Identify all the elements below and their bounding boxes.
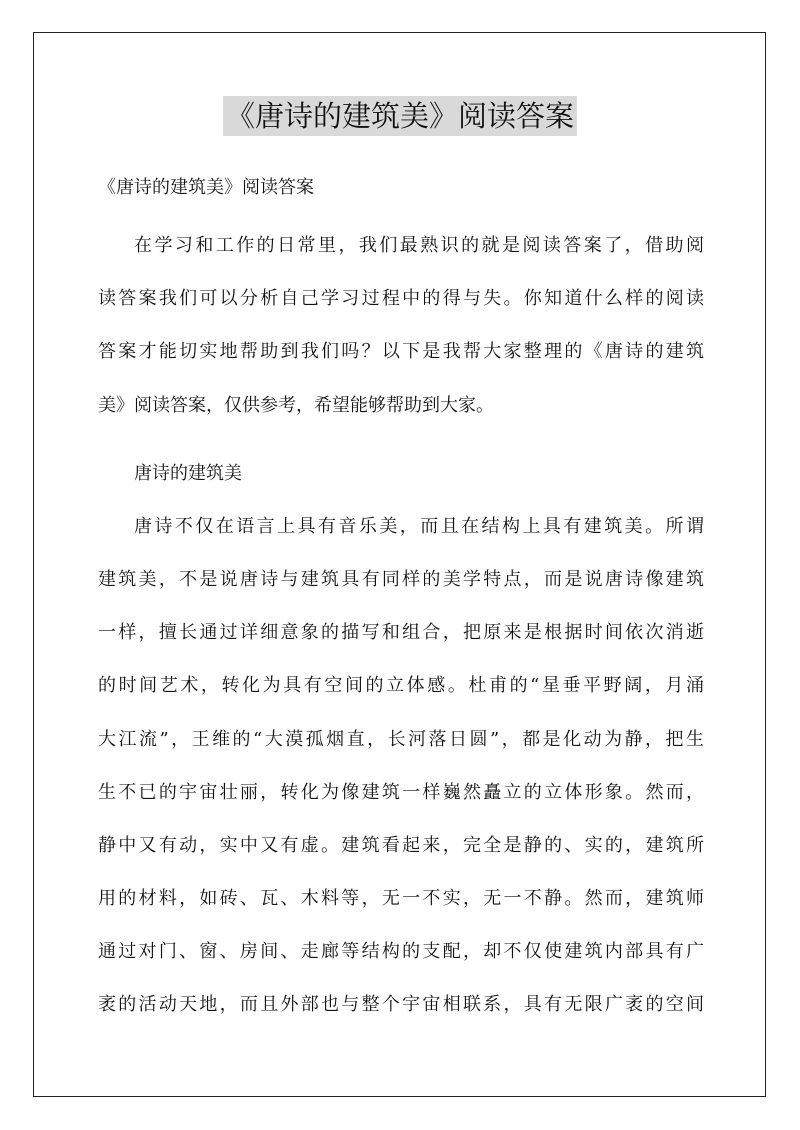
document-title: 《唐诗的建筑美》阅读答案 — [223, 96, 577, 136]
paragraph-line: 通过对门、窗、房间、走廊等结构的支配，却不仅使建筑内部具有广 — [98, 941, 704, 963]
paragraph-line: 建筑美，不是说唐诗与建筑具有同样的美学特点，而是说唐诗像建筑 — [98, 568, 704, 590]
paragraph-line: 生不已的宇宙壮丽，转化为像建筑一样巍然矗立的立体形象。然而， — [98, 781, 704, 803]
paragraph-line: 答案才能切实地帮助到我们吗？以下是我帮大家整理的《唐诗的建筑 — [98, 341, 704, 363]
paragraph-line: 一样，擅长通过详细意象的描写和组合，把原来是根据时间依次消逝 — [98, 622, 704, 644]
body-paragraph — [98, 500, 704, 1032]
paragraph-line: 用的材料，如砖、瓦、木料等，无一不实，无一不静。然而，建筑师 — [98, 888, 704, 910]
paragraph-line: 唐诗不仅在语言上具有音乐美，而且在结构上具有建筑美。所谓 — [134, 515, 704, 537]
section-heading: 唐诗的建筑美 — [134, 462, 242, 484]
paragraph-line: 美》阅读答案，仅供参考，希望能够帮助到大家。 — [98, 394, 494, 416]
paragraph-line: 大江流”，王维的“大漠孤烟直，长河落日圆”，都是化动为静，把生 — [98, 728, 704, 750]
paragraph-line: 读答案我们可以分析自己学习过程中的得与失。你知道什么样的阅读 — [98, 288, 704, 310]
document-subtitle: 《唐诗的建筑美》阅读答案 — [98, 177, 314, 198]
intro-paragraph — [98, 219, 704, 432]
document-body — [98, 168, 704, 1047]
paragraph-line: 袤的活动天地，而且外部也与整个宇宙相联系，具有无限广袤的空间 — [98, 994, 704, 1016]
paragraph-line: 静中又有动，实中又有虚。建筑看起来，完全是静的、实的，建筑所 — [98, 834, 704, 856]
paragraph-line: 在学习和工作的日常里，我们最熟识的就是阅读答案了，借助阅 — [134, 235, 704, 256]
paragraph-line: 的时间艺术，转化为具有空间的立体感。杜甫的“星垂平野阔，月涌 — [98, 675, 704, 697]
title-container — [0, 96, 800, 136]
